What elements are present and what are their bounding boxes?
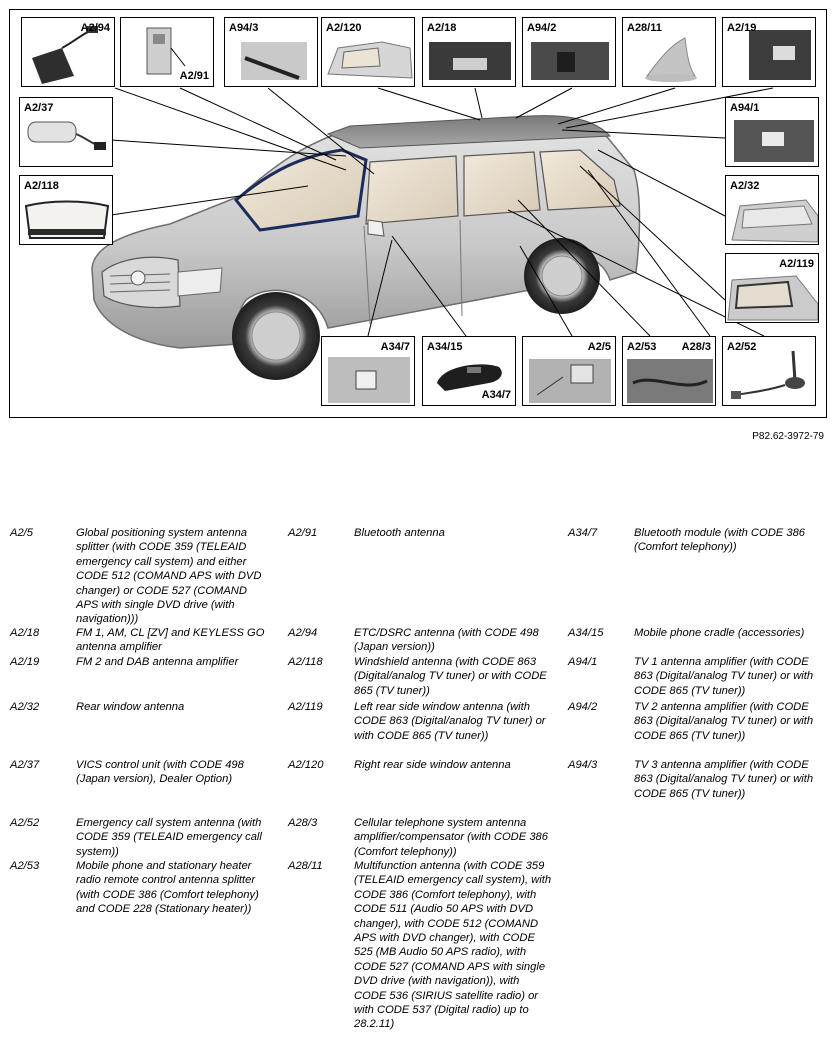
legend-description: Multifunction antenna (with CODE 359 (TELEAID emergency call system), with CODE 386 (Comfort telephony), with CODE 511 (Audio 50 APS with DVD changer), with CODE 512 (COMAND APS with DVD changer), with CODE 525 (MB Audio 50 APS radio), with CODE 527 (COMAND APS with single DVD drive (with navigation)), with CODE 536 (SIRIUS satellite radio) or with CODE 537 (Digital radio) up to 28.2.11) xyxy=(354,860,552,1031)
tile-label: A2/19 xyxy=(727,22,757,34)
legend-code: A28/3 xyxy=(288,817,318,829)
antenna-location-diagram xyxy=(9,9,827,418)
tile-label: A2/37 xyxy=(24,102,54,114)
legend-code: A34/7 xyxy=(568,527,598,539)
tile-label: A2/118 xyxy=(24,180,59,192)
tile-a2-120 xyxy=(321,17,415,87)
legend-description: FM 2 and DAB antenna amplifier xyxy=(76,656,239,668)
legend-description: Emergency call system antenna (with CODE 359 (TELEAID emergency call system)) xyxy=(76,817,262,858)
tile-label: A34/15 xyxy=(427,341,463,353)
legend-code: A2/5 xyxy=(10,527,34,539)
tile-a2-118 xyxy=(19,175,113,245)
legend-description: Mobile phone cradle (accessories) xyxy=(634,627,805,639)
tile-a2-91 xyxy=(120,17,214,87)
tile-a34-7 xyxy=(321,336,415,406)
legend-code: A2/19 xyxy=(10,656,40,668)
legend-code: A2/120 xyxy=(288,759,324,771)
legend-description: Global positioning system antenna splitter (with CODE 359 (TELEAID emergency call system) and either CODE 512 (COMAND APS with DVD changer) or CODE 527 (COMAND APS with single DVD drive (with navigation))) xyxy=(76,527,262,626)
legend-code: A2/118 xyxy=(288,656,323,668)
tile-a2-37 xyxy=(19,97,113,167)
legend-code: A28/11 xyxy=(288,860,323,872)
legend-code: A94/2 xyxy=(568,701,598,713)
tile-label: A34/7 xyxy=(380,341,410,353)
legend-description: TV 1 antenna amplifier (with CODE 863 (Digital/analog TV tuner) or with CODE 865 (TV tuner)) xyxy=(634,656,814,697)
tile-a34-15 xyxy=(422,336,516,406)
tile-label-secondary: A34/7 xyxy=(481,389,511,401)
tile-a2-94 xyxy=(21,17,115,87)
legend-code: A94/3 xyxy=(568,759,598,771)
legend-code: A2/18 xyxy=(10,627,40,639)
figure-reference: P82.62-3972-79 xyxy=(752,431,824,442)
legend-code: A2/52 xyxy=(10,817,40,829)
tile-label: A2/120 xyxy=(326,22,362,34)
legend-code: A2/32 xyxy=(10,701,40,713)
legend-code: A2/91 xyxy=(288,527,318,539)
front-wheel xyxy=(232,292,320,380)
legend-description: TV 3 antenna amplifier (with CODE 863 (Digital/analog TV tuner) or with CODE 865 (TV tuner)) xyxy=(634,759,814,800)
tile-a2-52 xyxy=(722,336,816,406)
tile-a94-2 xyxy=(522,17,616,87)
legend-code: A94/1 xyxy=(568,656,598,668)
tile-a2-119 xyxy=(725,253,819,323)
tile-label: A94/3 xyxy=(229,22,259,34)
legend-code: A34/15 xyxy=(568,627,604,639)
legend-code: A2/53 xyxy=(10,860,40,872)
legend-description: VICS control unit (with CODE 498 (Japan version), Dealer Option) xyxy=(76,759,244,786)
tile-a94-3 xyxy=(224,17,318,87)
legend-description: Rear window antenna xyxy=(76,701,185,713)
legend-description: Right rear side window antenna xyxy=(354,759,511,771)
legend-description: Left rear side window antenna (with CODE 863 (Digital/analog TV tuner) or with CODE 865 (TV tuner)) xyxy=(354,701,546,742)
tile-label: A2/18 xyxy=(427,22,457,34)
tile-label: A2/91 xyxy=(179,70,209,82)
legend-code: A2/37 xyxy=(10,759,40,771)
tile-a2-19 xyxy=(722,17,816,87)
tile-label: A2/94 xyxy=(80,22,110,34)
tile-a2-32 xyxy=(725,175,819,245)
legend-description: ETC/DSRC antenna (with CODE 498 (Japan version)) xyxy=(354,627,539,654)
tile-label: A2/5 xyxy=(587,341,611,353)
tile-a2-18 xyxy=(422,17,516,87)
tile-label: A94/1 xyxy=(730,102,760,114)
legend-code: A2/94 xyxy=(288,627,318,639)
tile-a28-11 xyxy=(622,17,716,87)
tile-label: A28/11 xyxy=(627,22,662,34)
tile-label-secondary: A28/3 xyxy=(681,341,711,353)
tile-a94-1 xyxy=(725,97,819,167)
legend-code: A2/119 xyxy=(288,701,323,713)
legend-description: Mobile phone and stationary heater radio remote control antenna splitter (with CODE 386 (Comfort telephony) and CODE 228 (Stationary heater)) xyxy=(76,860,259,916)
tile-label: A94/2 xyxy=(527,22,557,34)
tile-a2-5 xyxy=(522,336,616,406)
tile-label: A2/53 xyxy=(627,341,657,353)
tile-a2-53 xyxy=(622,336,716,406)
legend-description: Bluetooth antenna xyxy=(354,527,445,539)
tile-label: A2/119 xyxy=(779,258,814,270)
legend-description: Cellular telephone system antenna amplifier/compensator (with CODE 386 (Comfort telephony)) xyxy=(354,817,548,858)
legend-description: Bluetooth module (with CODE 386 (Comfort telephony)) xyxy=(634,527,806,554)
legend-description: FM 1, AM, CL [ZV] and KEYLESS GO antenna amplifier xyxy=(76,627,265,654)
legend-description: TV 2 antenna amplifier (with CODE 863 (Digital/analog TV tuner) or with CODE 865 (TV tuner)) xyxy=(634,701,814,742)
legend-description: Windshield antenna (with CODE 863 (Digital/analog TV tuner) or with CODE 865 (TV tuner)) xyxy=(354,656,547,697)
tile-label: A2/32 xyxy=(730,180,760,192)
tile-label: A2/52 xyxy=(727,341,757,353)
